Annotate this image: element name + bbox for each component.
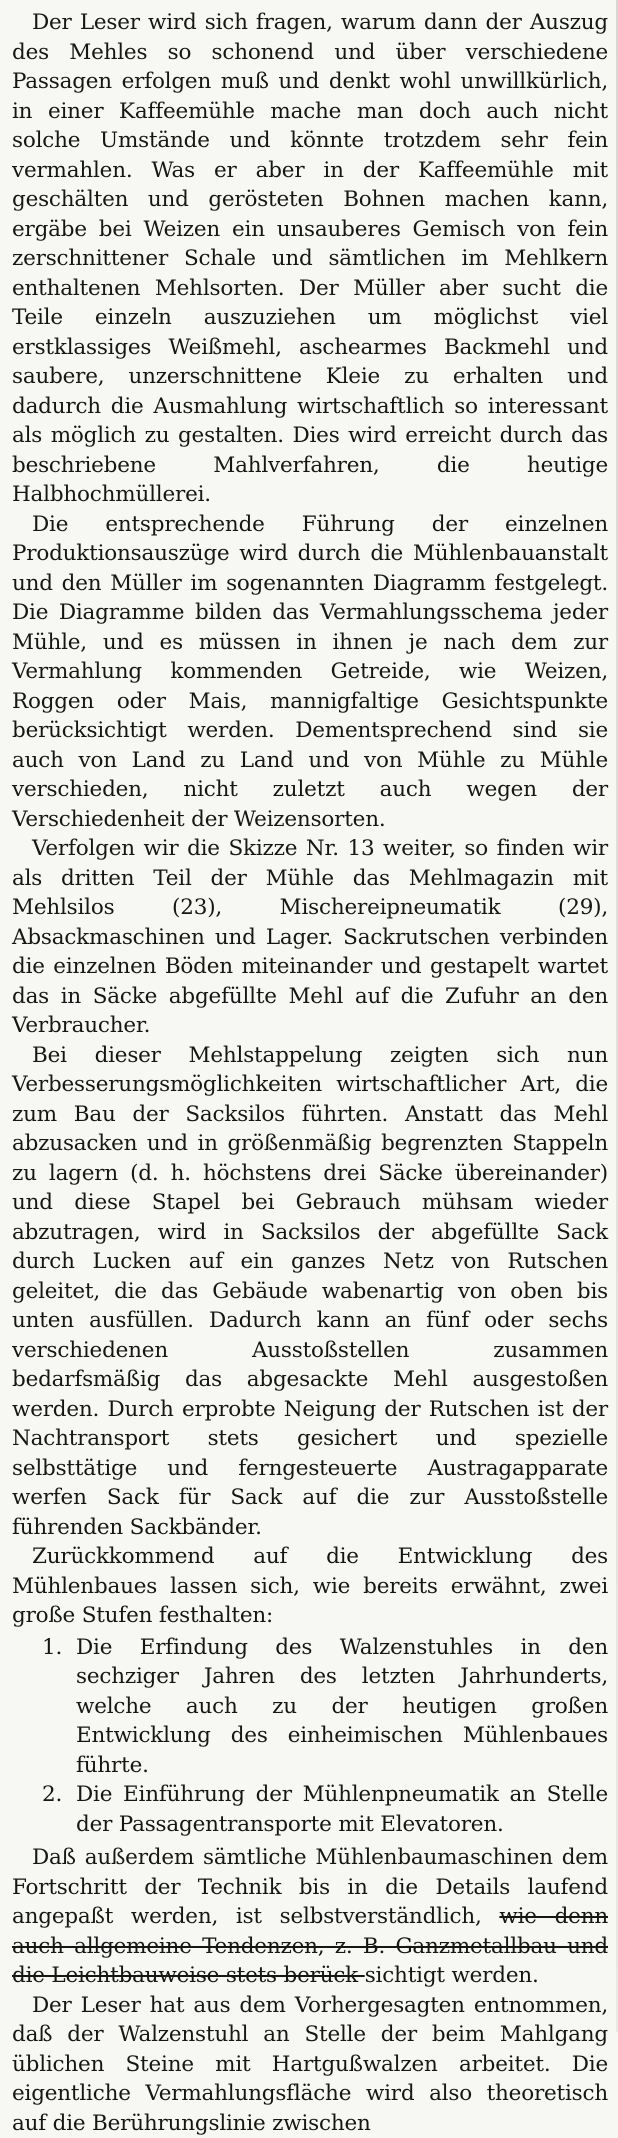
paragraph-walzenstuhl: Der Leser hat aus dem Vorhergesagten entnommen, daß der Walzenstuhl an Stelle der beim Mahlgang üblichen Steine mit Hartgußwalzen arbeitet. Die eigentliche Vermahlungsfläche wird also theoretisch auf die Berührungslinie zwischen xyxy=(12,1991,608,2138)
paragraph-diagramm: Die entsprechende Führung der einzelnen Produktionsauszüge wird durch die Mühlenbauanstalt und den Müller im sogenannten Diagramm festgelegt. Die Diagramme bilden das Vermahlungsschema jeder Mühle, und es müssen in ihnen je nach dem zur Vermahlung kommenden Getreide, wie Weizen, Roggen oder Mais, mannigfaltige Gesichtspunkte berücksichtigt werden. Dementsprechend sind sie auch von Land zu Land und von Mühle zu Mühle verschieden, nicht zuletzt auch wegen der Verschiedenheit der Weizensorten. xyxy=(12,510,608,835)
numbered-list xyxy=(12,1633,608,1840)
paragraph-sacksilos: Bei dieser Mehlstappelung zeigten sich nun Verbesserungsmöglichkeiten wirtschaftlicher Art, die zum Bau der Sacksilos führten. Anstatt das Mehl abzusacken und in größenmäßig begrenzten Stappeln zu lagern (d. h. höchstens drei Säcke übereinander) und diese Stapel bei Gebrauch mühsam wieder abzutragen, wird in Sacksilos der abgefüllte Sack durch Lucken auf ein ganzes Netz von Rutschen geleitet, die das Gebäude wabenartig von oben bis unten ausfüllen. Dadurch kann an fünf oder sechs verschiedenen Ausstoßstellen zusammen bedarfsmäßig das abgesackte Mehl ausgestoßen werden. Durch erprobte Neigung der Rutschen ist der Nachtransport stets gesichert und spezielle selbsttätige und ferngesteuerte Austragapparate werfen Sack für Sack auf die zur Ausstoßstelle führenden Sackbänder. xyxy=(12,1041,608,1543)
paragraph-kaffeemuehle: Der Leser wird sich fragen, warum dann der Auszug des Mehles so schonend und über verschiedene Passagen erfolgen muß und denkt wohl unwillkürlich, in einer Kaffeemühle mache man doch auch nicht solche Umstände und könnte trotzdem sehr fein vermahlen. Was er aber in der Kaffeemühle mit geschälten und gerösteten Bohnen machen kann, ergäbe bei Weizen ein unsauberes Gemisch von fein zerschnittener Schale und sämtlichen im Mehlkern enthaltenen Mehlsorten. Der Müller aber sucht die Teile einzeln auszuziehen um möglichst viel erstklassiges Weißmehl, aschearmes Backmehl und saubere, unzerschnittene Kleie zu erhalten und dadurch die Ausmahlung wirtschaftlich so interessant als möglich zu gestalten. Dies wird erreicht durch das beschriebene Mahlverfahren, die heutige Halbhochmüllerei. xyxy=(12,8,608,510)
list-item-text: Die Erfindung des Walzenstuhles in den sechziger Jahren des letzten Jahrhunderts, welche auch zu der heutigen großen Entwicklung des einheimischen Mühlenbaues führte. xyxy=(76,1635,608,1778)
list-item-number: 2. xyxy=(42,1780,62,1810)
paragraph-fortschritt-end: sichtigt werden. xyxy=(365,1963,539,1988)
paragraph-fortschritt xyxy=(12,1843,608,1991)
paragraph-mehlmagazin: Verfolgen wir die Skizze Nr. 13 weiter, so finden wir als dritten Teil der Mühle das Mehlmagazin mit Mehlsilos (23), Mischereipneumatik (29), Absackmaschinen und Lager. Sackrutschen verbinden die einzelnen Böden miteinander und gestapelt wartet das in Säcke abgefüllte Mehl auf die Zufuhr an den Verbraucher. xyxy=(12,834,608,1041)
list-item-text: Die Einführung der Mühlenpneumatik an Stelle der Passagentransporte mit Elevatoren. xyxy=(76,1782,608,1837)
paragraph-fortschritt-text: Daß außerdem sämtliche Mühlenbaumaschinen dem Fortschritt der Technik bis in die Details laufend angepaßt werden, ist selbstverständlich, xyxy=(12,1845,608,1929)
paragraph-entwicklung: Zurückkommend auf die Entwicklung des Mühlenbaues lassen sich, wie bereits erwähnt, zwei große Stufen festhalten: xyxy=(12,1542,608,1631)
list-item-number: 1. xyxy=(42,1633,62,1663)
list-item xyxy=(42,1633,608,1781)
list-item xyxy=(42,1780,608,1839)
struck-through-text: wie denn auch allgemeine Tendenzen, z. B. Ganzmetallbau und die Leichtbauweise stets berück- xyxy=(12,1904,608,1988)
